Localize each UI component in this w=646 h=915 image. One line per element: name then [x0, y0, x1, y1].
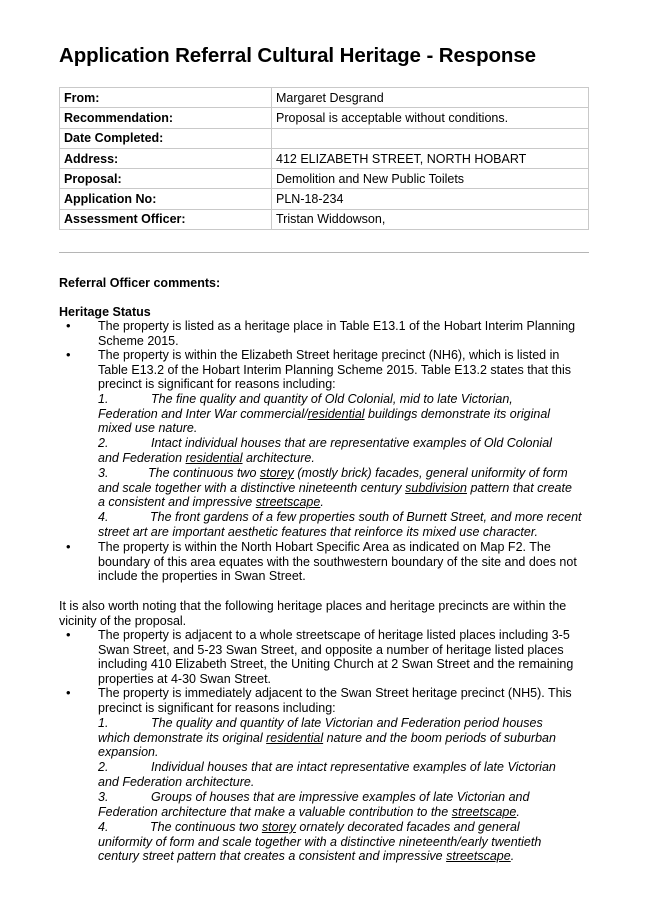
reason-item: 4. The front gardens of a few properties south of Burnett Street, and more recent [98, 510, 582, 524]
reason-number: 1. [98, 716, 109, 730]
reason-item: 1. The fine quality and quantity of Old Colonial, mid to late Victorian, [98, 392, 513, 406]
row-label: Recommendation: [60, 108, 272, 128]
page-title: Application Referral Cultural Heritage - Response [59, 44, 536, 67]
bullet-icon: • [66, 539, 71, 554]
reason-line: a consistent and impressive streetscape. [98, 495, 324, 510]
bullet-line: precinct is significant for reasons including: [98, 377, 336, 392]
reason-item: 3. The continuous two storey (mostly brick) facades, general uniformity of form [98, 466, 568, 480]
reason-line: street art are important aesthetic features that reinforce its mixed use character. [98, 524, 539, 539]
table-row [60, 209, 589, 229]
row-value: PLN-18-234 [272, 189, 589, 209]
reason-number: 2. [98, 436, 109, 450]
table-row [60, 108, 589, 128]
reason-number: 4. [98, 510, 109, 524]
row-value: Margaret Desgrand [272, 88, 589, 108]
row-value: Demolition and New Public Toilets [272, 169, 589, 189]
bullet-icon: • [66, 627, 71, 642]
bullet-line: The property is within the North Hobart Specific Area as indicated on Map F2. The [98, 540, 551, 554]
row-label: Address: [60, 148, 272, 168]
bullet-line: properties at 4-30 Swan Street. [98, 671, 272, 686]
bullet-icon: • [66, 347, 71, 362]
row-label: Date Completed: [60, 128, 272, 148]
bullet-line: boundary of this area equates with the southwestern boundary of the site and does not [98, 554, 577, 569]
reason-line: uniformity of form and scale together with a distinctive nineteenth/early twentieth [98, 834, 542, 849]
reason-item: 4. The continuous two storey ornately decorated facades and general [98, 820, 520, 834]
table-row [60, 148, 589, 168]
reason-number: 4. [98, 820, 109, 834]
reason-number: 3. [98, 466, 109, 480]
reason-line: expansion. [98, 745, 159, 760]
row-label: Assessment Officer: [60, 209, 272, 229]
row-label: Application No: [60, 189, 272, 209]
bullet-line: include the properties in Swan Street. [98, 569, 306, 584]
row-value: Tristan Widdowson, [272, 209, 589, 229]
reason-line: Federation architecture that make a valuable contribution to the streetscape. [98, 804, 520, 819]
heritage-status-heading: Heritage Status [59, 305, 151, 319]
reason-item: 2. Individual houses that are intact representative examples of late Victorian [98, 760, 556, 774]
table-row [60, 88, 589, 108]
reason-line: and Federation residential architecture. [98, 450, 315, 465]
row-label: From: [60, 88, 272, 108]
bullet-icon: • [66, 318, 71, 333]
reason-number: 1. [98, 392, 109, 406]
bullet-line: The property is immediately adjacent to the Swan Street heritage precinct (NH5). This [98, 686, 572, 700]
reason-line: and Federation architecture. [98, 774, 255, 789]
bullet-line: precinct is significant for reasons including: [98, 700, 336, 715]
reason-line: Federation and Inter War commercial/residential buildings demonstrate its original [98, 406, 551, 421]
reason-line: which demonstrate its original residential nature and the boom periods of suburban [98, 730, 556, 745]
bullet-line: The property is listed as a heritage place in Table E13.1 of the Hobart Interim Planning [98, 319, 576, 333]
referral-info-table [59, 87, 589, 230]
row-value [272, 128, 589, 148]
bullet-line: including 410 Elizabeth Street, the Uniting Church at 2 Swan Street and the remaining [98, 657, 574, 672]
table-row [60, 189, 589, 209]
table-row [60, 169, 589, 189]
reason-number: 3. [98, 790, 109, 804]
section-divider [59, 252, 589, 253]
reason-item: 2. Intact individual houses that are representative examples of Old Colonial [98, 436, 552, 450]
reason-line: mixed use nature. [98, 421, 198, 436]
paragraph-line: It is also worth noting that the following heritage places and heritage precincts are within the [59, 599, 567, 613]
bullet-line: The property is within the Elizabeth Street heritage precinct (NH6), which is listed in [98, 348, 560, 362]
bullet-icon: • [66, 685, 71, 700]
reason-item: 1. The quality and quantity of late Victorian and Federation period houses [98, 716, 543, 730]
bullet-line: Table E13.2 of the Hobart Interim Planning Scheme 2015. Table E13.2 states that this [98, 362, 571, 377]
table-row [60, 128, 589, 148]
bullet-line: Swan Street, and 5-23 Swan Street, and opposite a number of heritage listed places [98, 642, 564, 657]
reason-number: 2. [98, 760, 109, 774]
row-value: 412 ELIZABETH STREET, NORTH HOBART [272, 148, 589, 168]
reason-line: and scale together with a distinctive nineteenth century subdivision pattern that create [98, 480, 572, 495]
bullet-line: The property is adjacent to a whole streetscape of heritage listed places including 3-5 [98, 628, 570, 642]
paragraph-line: vicinity of the proposal. [59, 613, 187, 628]
reason-item: 3. Groups of houses that are impressive examples of late Victorian and [98, 790, 530, 804]
row-label: Proposal: [60, 169, 272, 189]
comments-heading: Referral Officer comments: [59, 276, 221, 290]
row-value: Proposal is acceptable without conditions. [272, 108, 589, 128]
reason-line: century street pattern that creates a consistent and impressive streetscape. [98, 849, 515, 864]
bullet-line: Scheme 2015. [98, 333, 179, 348]
